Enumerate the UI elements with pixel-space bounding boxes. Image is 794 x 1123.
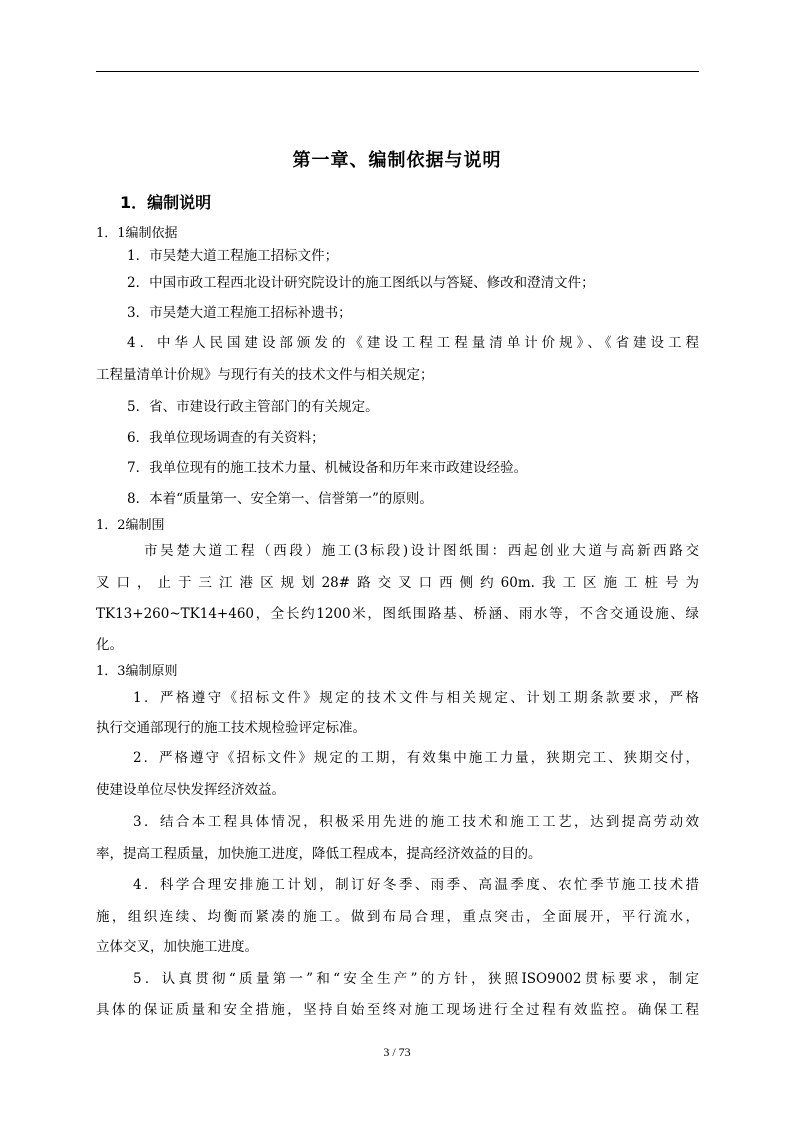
principle-3-line-2: 率，提高工程质量，加快施工进度，降低工程成本，提高经济效益的目的。 [96, 846, 542, 862]
basis-item-6: 6．我单位现场调查的有关资料； [127, 430, 325, 446]
basis-item-8: 8．本着“质量第一、安全第一、信誉第一”的原则。 [127, 491, 433, 507]
principle-1-line-2: 执行交通部现行的施工技术规检验评定标准。 [96, 720, 366, 736]
section-heading: 1．编制说明 [120, 193, 212, 212]
basis-item-4-cont: 工程量清单计价规》与现行有关的技术文件与相关规定； [96, 367, 434, 383]
principle-4-line-3: 立体交叉，加快施工进度。 [96, 939, 258, 955]
principle-5-line-2: 具体的保证质量和安全措施，坚持自始至终对施工现场进行全过程有效监控。确保工程 [96, 1002, 699, 1018]
scope-line-4: 化。 [96, 637, 123, 653]
page-number: 3 / 73 [383, 1045, 411, 1059]
principle-5-line-1: 5．认真贯彻“质量第一”和“安全生产”的方针，狭照ISO9002贯标要求，制定 [133, 971, 699, 987]
principle-3-line-1: 3．结合本工程具体情况，积极采用先进的施工技术和施工工艺，达到提高劳动效 [133, 814, 699, 830]
basis-item-4: 4．中华人民国建设部颁发的《建设工程工程量清单计价规》、《省建设工程 [127, 335, 699, 351]
basis-item-3: 3．市吴楚大道工程施工招标补遗书； [127, 305, 352, 321]
scope-line-1: 市吴楚大道工程（西段）施工(3标段)设计图纸围：西起创业大道与高新西路交 [144, 543, 699, 559]
basis-item-7: 7．我单位现有的施工技术力量、机械设备和历年来市政建设经验。 [127, 460, 528, 476]
subsection-basis: 1．1编制依据 [96, 226, 178, 241]
basis-item-1: 1．市吴楚大道工程施工招标文件； [127, 248, 339, 264]
principle-1-line-1: 1．严格遵守《招标文件》规定的技术文件与相关规定、计划工期条款要求，严格 [133, 690, 699, 706]
header-rule [96, 71, 699, 72]
chapter-title: 第一章、编制依据与说明 [292, 150, 502, 171]
principle-4-line-2: 施，组织连续、均衡而紧凑的施工。做到布局合理，重点突击，全面展开，平行流水， [96, 909, 699, 925]
subsection-principles: 1．3编制原则 [96, 664, 178, 679]
scope-line-2: 叉口，止于三江港区规划28#路交叉口西侧约60m.我工区施工桩号为 [96, 575, 699, 591]
basis-item-5: 5．省、市建设行政主管部门的有关规定。 [127, 399, 379, 415]
principle-2-line-2: 使建设单位尽快发挥经济效益。 [96, 782, 285, 798]
principle-4-line-1: 4．科学合理安排施工计划，制订好冬季、雨季、高温季度、农忙季节施工技术措 [133, 877, 699, 893]
principle-2-line-1: 2．严格遵守《招标文件》规定的工期，有效集中施工力量，狭期完工、狭期交付， [133, 750, 699, 766]
basis-item-2: 2．中国市政工程西北设计研究院设计的施工图纸以与答疑、修改和澄清文件； [127, 275, 595, 291]
subsection-scope: 1．2编制围 [96, 518, 165, 533]
scope-line-3: TK13+260~TK14+460，全长约1200米，图纸围路基、桥涵、雨水等，不含交通设施、绿 [96, 606, 699, 622]
